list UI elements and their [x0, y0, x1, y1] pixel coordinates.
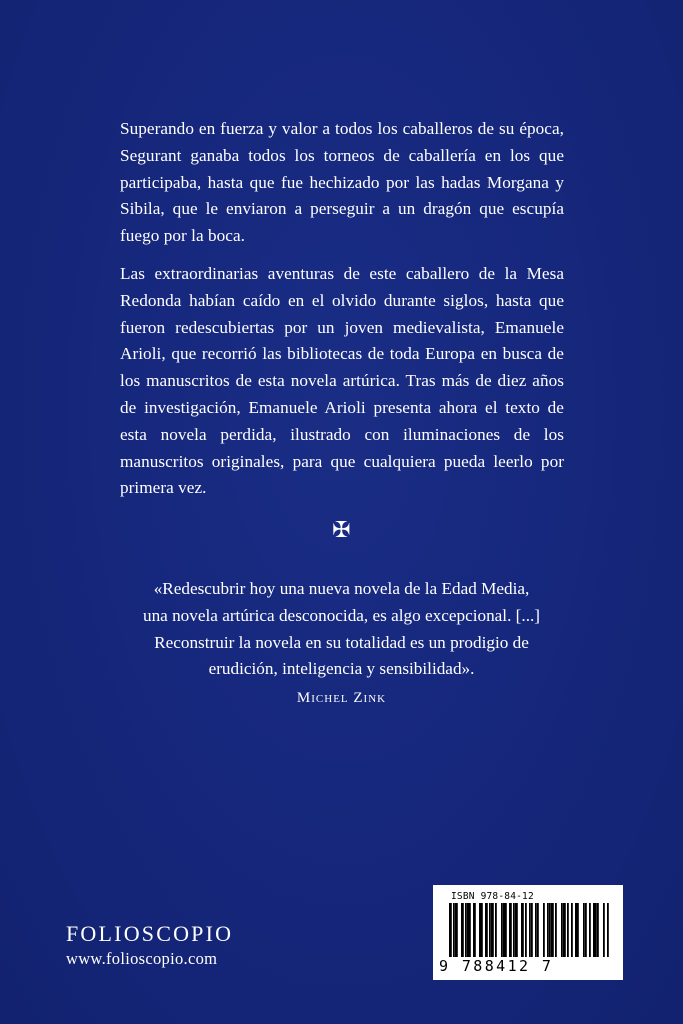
- barcode-bar: [603, 903, 605, 957]
- quote-line-4: erudición, inteligencia y sensibilidad».: [208, 659, 475, 679]
- barcode-bar: [513, 903, 515, 957]
- barcode-bar: [491, 903, 494, 957]
- barcode-bar: [571, 903, 573, 957]
- publisher-name: FOLIOSCOPIO: [66, 921, 234, 946]
- barcode-bar: [495, 903, 497, 957]
- barcode-bar: [583, 903, 585, 957]
- publisher-block: [66, 920, 256, 970]
- barcode-bar: [561, 903, 563, 957]
- barcode-bar: [455, 903, 458, 957]
- barcode-bar: [485, 903, 488, 957]
- blurb-paragraph-1: Superando en fuerza y valor a todos los caballeros de su época, Segurant ganaba todos los torneos de caballería en los que participaba, hasta que fue hechizado por las hadas Morgana y Sibila, que le enviaron a perseguir a un dragón que escupía fuego por la boca.: [120, 119, 564, 246]
- quote-line-1: «Redescubrir hoy una nueva novela de la Edad Media,: [153, 579, 530, 598]
- quote-author: Michel Zink: [296, 690, 387, 707]
- barcode-bar: [567, 903, 569, 957]
- barcode-bar: [563, 903, 566, 957]
- blurb-text: [120, 116, 564, 513]
- barcode-bar: [473, 903, 476, 957]
- barcode-bar: [555, 903, 557, 957]
- barcode-digits: 9 788412 7: [439, 957, 554, 975]
- barcode-bar: [461, 903, 464, 957]
- barcode-bar: [531, 903, 533, 957]
- barcode-bar: [577, 903, 579, 957]
- barcode-bar: [535, 903, 537, 957]
- barcode-bar: [551, 903, 554, 957]
- barcode-bar: [449, 903, 452, 957]
- barcode-bar: [465, 903, 467, 957]
- barcode-bar: [469, 903, 471, 957]
- barcode-bar: [501, 903, 503, 957]
- barcode-bar: [547, 903, 549, 957]
- barcode-bar: [595, 903, 597, 957]
- barcode-bar: [543, 903, 545, 957]
- barcode-bar: [521, 903, 524, 957]
- barcode-bar: [537, 903, 539, 957]
- barcode-bar: [549, 903, 551, 957]
- barcode-bar: [607, 903, 609, 957]
- barcode-bar: [453, 903, 455, 957]
- barcode-bar: [597, 903, 599, 957]
- barcode-bar: [529, 903, 531, 957]
- barcode-bar: [585, 903, 587, 957]
- quote-line-3: Reconstruir la novela en su totalidad es un prodigio de: [154, 632, 529, 652]
- barcode-bar: [589, 903, 591, 957]
- barcode-bar: [505, 903, 507, 957]
- cross-fleuron-icon: ✠: [332, 518, 351, 543]
- blurb-paragraph-2: Las extraordinarias aventuras de este caballero de la Mesa Redonda habían caído en el olvido durante siglos, hasta que fueron redescubiertas por un joven medievalista, Emanuele Arioli, que recorrió las bibliotecas de toda Europa en busca de los manuscritos de esta novela artúrica. Tras más de diez años de investigación, Emanuele Arioli presenta ahora el texto de esta novela perdida, ilustrado con iluminaciones de los manuscritos originales, para que cualquiera pueda leerlo por primera vez.: [120, 263, 564, 498]
- review-quote: [100, 576, 583, 712]
- barcode-bar: [525, 903, 527, 957]
- barcode-bars: [449, 903, 609, 957]
- isbn-barcode: [433, 885, 623, 980]
- quote-line-2: una novela artúrica desconocida, es algo excepcional. [...]: [142, 605, 541, 625]
- barcode-bar: [481, 903, 483, 957]
- publisher-url: www.folioscopio.com: [66, 949, 218, 968]
- barcode-bar: [515, 903, 518, 957]
- barcode-bar: [509, 903, 512, 957]
- barcode-bar: [489, 903, 491, 957]
- isbn-label: ISBN 978-84-12: [451, 891, 534, 902]
